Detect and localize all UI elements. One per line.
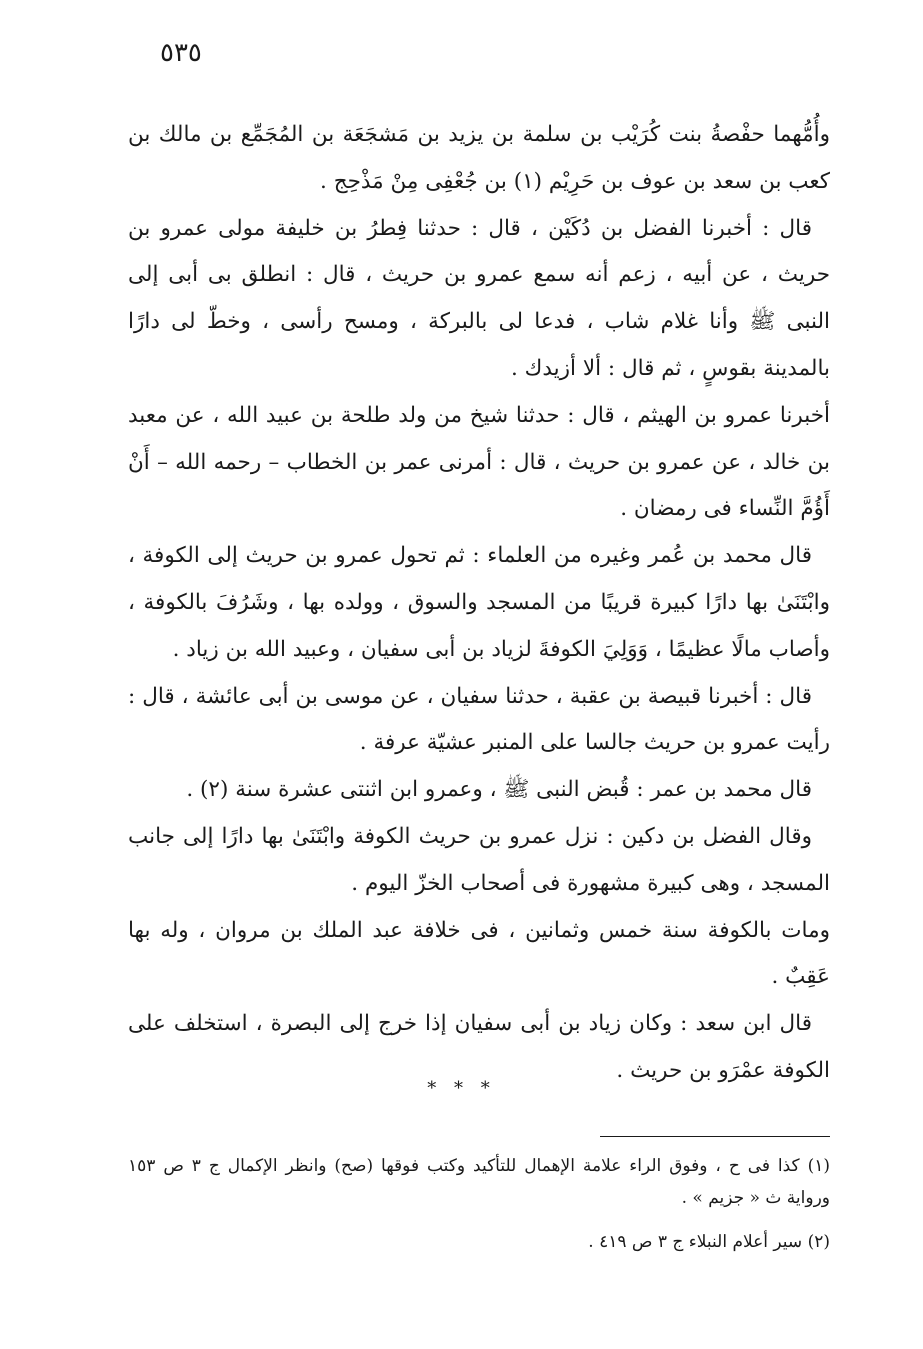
- footnote-1: (١) كذا فى ح ، وفوق الراء علامة الإهمال للتأكيد وكتب فوقها (صح) وانظر الإكمال ج ٣ ص ١٥٣ ورواية ث « جزيم » .: [128, 1156, 830, 1208]
- main-text: [128, 112, 830, 1095]
- paragraph-narration-haytham: أخبرنا عمرو بن الهيثم ، قال : حدثنا شيخ من ولد طلحة بن عبيد الله ، عن معبد بن خالد ، عن عمرو بن حريث ، قال : أمرنى عمر بن الخطاب – رحمه الله – أَنْ أَؤُمَّ النِّساء فى رمضان .: [128, 402, 831, 522]
- footnote-2: (٢) سير أعلام النبلاء ج ٣ ص ٤١٩ .: [588, 1232, 830, 1252]
- paragraph-age: قال محمد بن عمر : قُبض النبى ﷺ ، وعمرو ابن اثنتى عشرة سنة (٢) .: [186, 777, 812, 803]
- paragraph-house: وقال الفضل بن دكين : نزل عمرو بن حريث الكوفة وابْتَنَىٰ بها دارًا إلى جانب المسجد ، وهى كبيرة مشهورة فى أصحاب الخزّ اليوم .: [128, 823, 830, 896]
- page-number: ٥٣٥: [160, 38, 202, 68]
- section-separator: * * *: [427, 1078, 496, 1099]
- paragraph-lineage: وأُمُّهما حفْصةُ بنت كُرَيْب بن سلمة بن يزيد بن مَشجَعَة بن المُجَمِّع بن مالك بن كعب بن سعد بن عوف بن حَرِيْم (١) بن جُعْفِى مِنْ مَذْحِج .: [128, 122, 830, 194]
- paragraph-ibn-sad: قال ابن سعد : وكان زياد بن أبى سفيان إذا خرج إلى البصرة ، استخلف على الكوفة عمْرَو بن حريث .: [128, 1011, 830, 1083]
- paragraph-death: ومات بالكوفة سنة خمس وثمانين ، فى خلافة عبد الملك بن مروان ، وله بها عَقِبٌ .: [128, 917, 830, 990]
- footnote-divider: [600, 1136, 830, 1137]
- footnotes: [128, 1150, 830, 1270]
- paragraph-narration-qabisa: قال : أخبرنا قبيصة بن عقبة ، حدثنا سفيان ، عن موسى بن أبى عائشة ، قال : رأيت عمرو بن حريث جالسا على المنبر عشيّة عرفة .: [128, 683, 830, 756]
- paragraph-narration-fadl: قال : أخبرنا الفضل بن دُكَيْن ، قال : حدثنا فِطرُ بن خليفة مولى عمرو بن حريث ، عن أبيه ، زعم أنه سمع عمرو بن حريث ، قال : انطلق بى أبى إلى النبى ﷺ وأنا غلام شاب ، فدعا لى بالبركة ، ومسح رأسى ، وخطّ لى دارًا بالمدينة بقوسٍ ، ثم قال : ألا أزيدك .: [128, 215, 830, 381]
- paragraph-kufa-move: قال محمد بن عُمر وغيره من العلماء : ثم تحول عمرو بن حريث إلى الكوفة ، وابْتَنَىٰ بها دارًا كبيرة قريبًا من المسجد والسوق ، وولده بها ، وشَرُفَ بالكوفة ، وأصاب مالًا عظيمًا ، وَوَلِيَ الكوفةَ لزياد بن أبى سفيان ، وعبيد الله بن زياد .: [128, 543, 830, 662]
